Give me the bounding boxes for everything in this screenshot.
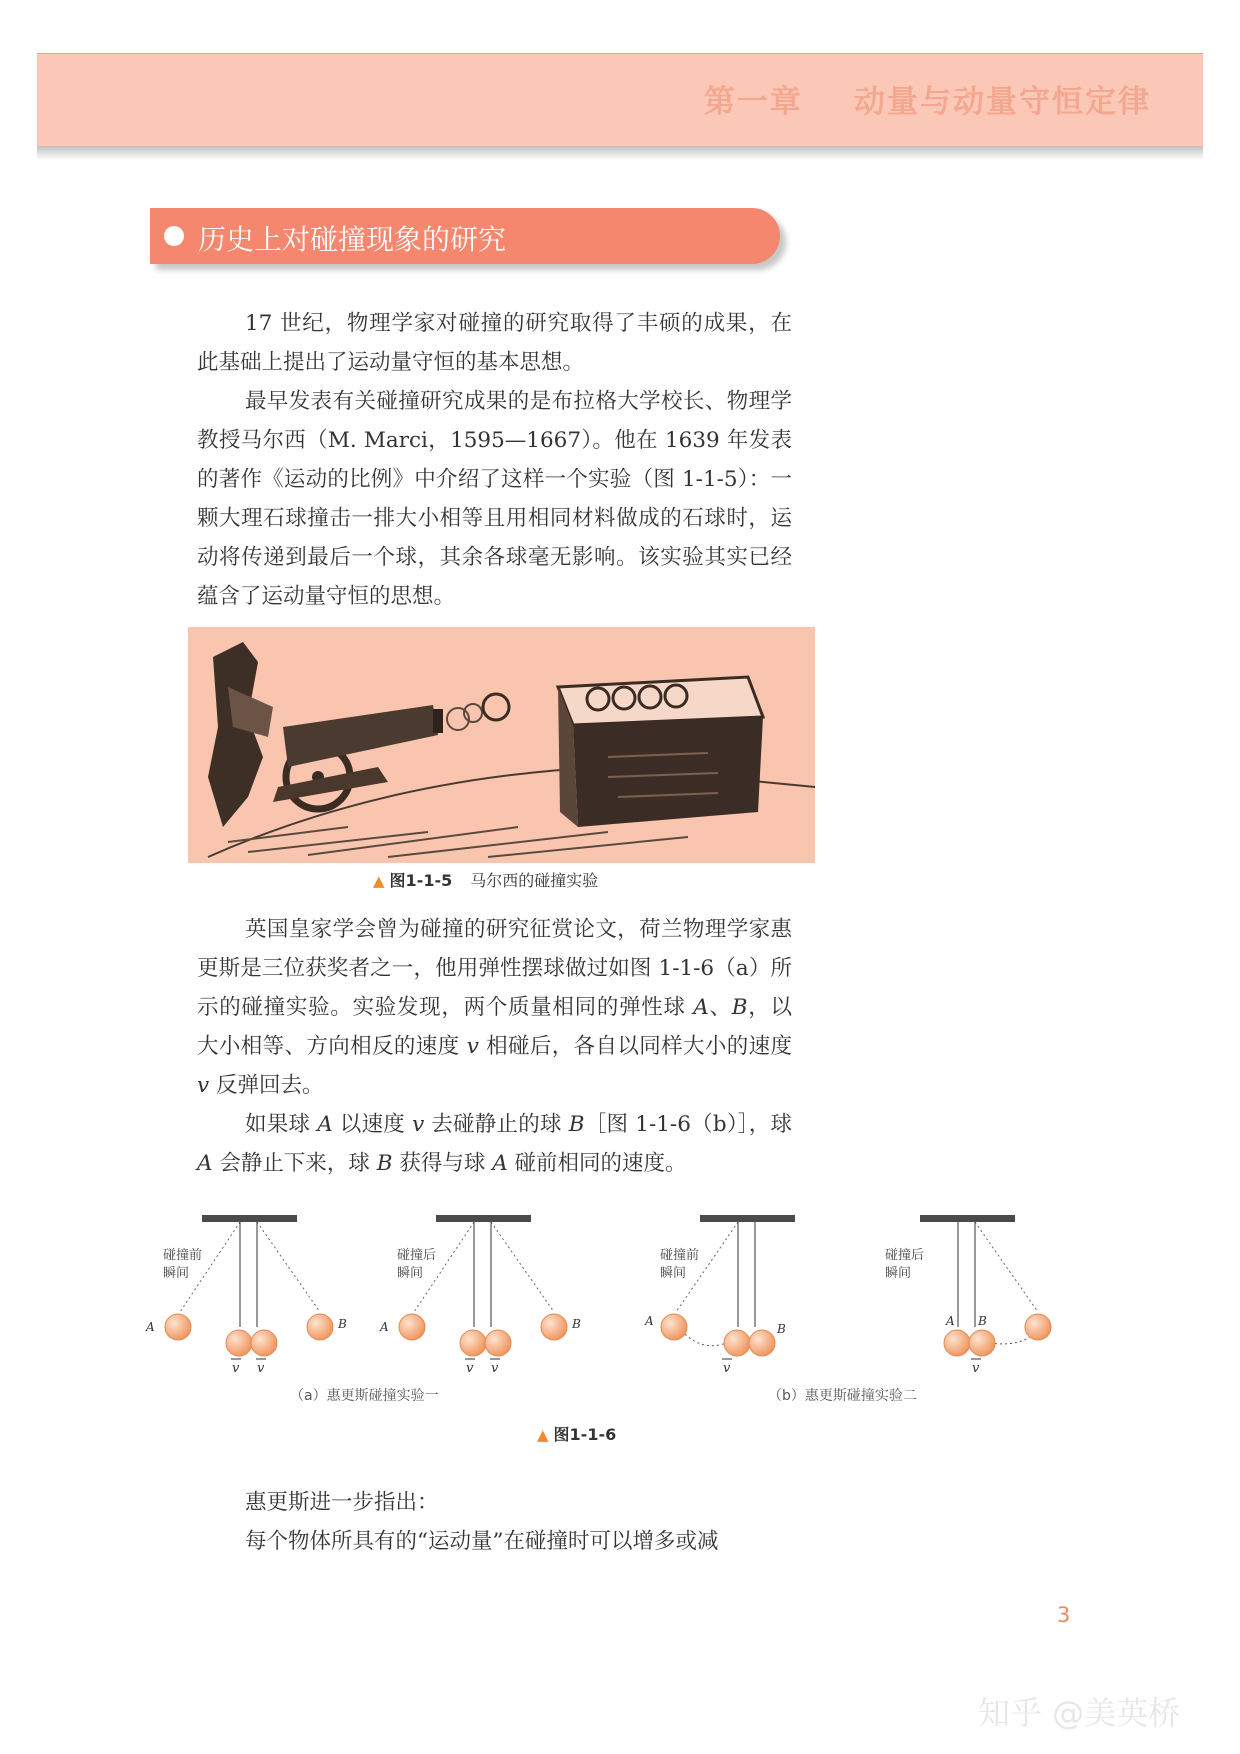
ball-a-start — [661, 1314, 687, 1340]
support-bar — [700, 1215, 795, 1222]
paragraph-6: 每个物体所具有的“运动量”在碰撞时可以增多或减 — [245, 1529, 719, 1554]
string — [257, 1222, 320, 1312]
ball-b — [251, 1330, 277, 1356]
text-block-1 — [197, 304, 792, 616]
paragraph-4: 如果球 A 以速度 v 去碰静止的球 B［图 1-1-6（b）］，球 A 会静止下来，球 B 获得与球 A 碰前相同的速度。 — [197, 1112, 793, 1176]
after-label-2: 瞬间 — [397, 1266, 424, 1281]
cannon-illustration — [188, 627, 815, 863]
ball-a-start — [165, 1314, 191, 1340]
chapter-header — [37, 53, 1203, 147]
header-shadow — [37, 146, 1203, 160]
triangle-icon: ▲ — [373, 872, 385, 890]
figure1-caption — [373, 868, 598, 891]
support-bar — [202, 1215, 297, 1222]
after-label-1: 碰撞后 — [885, 1248, 925, 1263]
figure2-sub-b: （b）惠更斯碰撞实验二 — [768, 1388, 917, 1404]
ball-b — [749, 1330, 775, 1356]
paragraph-2: 最早发表有关碰撞研究成果的是布拉格大学校长、物理学教授马尔西（M. Marci，1595—1667）。他在 1639 年发表的著作《运动的比例》中介绍了这样一个实验（图 1-1-5）：一颗大理石球撞击一排大小相等且用相同材料做成的石球时，运动将传递到最后一个球，其余各球毫无影响。该实验其实已经蕴含了运动量守恒的思想。 — [197, 389, 792, 609]
velocity-label: v — [257, 1361, 265, 1376]
figure1-number: 图1-1-5 — [389, 871, 453, 890]
ball-a-label: A — [146, 1320, 155, 1334]
before-label-2: 瞬间 — [163, 1266, 190, 1281]
ball-a — [460, 1330, 486, 1356]
ball-b — [485, 1330, 511, 1356]
ball-b-start — [307, 1314, 333, 1340]
velocity-label: v — [491, 1361, 499, 1376]
ball-a — [724, 1330, 750, 1356]
ball-b-label: B — [572, 1317, 581, 1331]
ball-b-end — [1025, 1314, 1051, 1340]
ball-b-end — [541, 1314, 567, 1340]
figure2-sub-a: （a）惠更斯碰撞实验一 — [290, 1388, 439, 1404]
after-label-2: 瞬间 — [885, 1266, 912, 1281]
triangle-icon: ▲ — [537, 1426, 549, 1444]
text-block-3 — [197, 1483, 792, 1561]
before-label-1: 碰撞前 — [660, 1248, 700, 1263]
velocity-label: v — [723, 1361, 731, 1376]
after-label-1: 碰撞后 — [397, 1248, 437, 1263]
ball-b-label: B — [338, 1317, 347, 1331]
string — [491, 1222, 554, 1312]
paragraph-1: 17 世纪，物理学家对碰撞的研究取得了丰硕的成果，在此基础上提出了运动量守恒的基本思想。 — [197, 311, 792, 375]
string — [975, 1222, 1038, 1312]
section-title: 历史上对碰撞现象的研究 — [198, 223, 507, 256]
velocity-label: v — [972, 1361, 980, 1376]
ball-b-label: B — [978, 1314, 987, 1328]
figure2-number: 图1-1-6 — [553, 1425, 617, 1444]
ball-b-label: B — [777, 1322, 786, 1336]
velocity-label: v — [466, 1361, 474, 1376]
ball-a-label: A — [645, 1314, 654, 1328]
before-label-1: 碰撞前 — [163, 1248, 203, 1263]
figure-cannon-experiment — [188, 627, 815, 863]
paragraph-3: 英国皇家学会曾为碰撞的研究征赏论文，荷兰物理学家惠更斯是三位获奖者之一，他用弹性摆球做过如图 1-1-6（a）所示的碰撞实验。实验发现，两个质量相同的弹性球 A、B，以大小相等、方向相反的速度 v 相碰后，各自以同样大小的速度 v 反弹回去。 — [197, 917, 792, 1098]
ball-a — [944, 1330, 970, 1356]
figure-pendulum-experiments — [140, 1215, 1080, 1385]
section-banner — [150, 208, 780, 264]
pendulum-diagrams — [140, 1215, 1080, 1385]
bullet-icon — [164, 226, 184, 246]
support-bar — [920, 1215, 1015, 1222]
ball-a-label: A — [946, 1314, 955, 1328]
figure1-title: 马尔西的碰撞实验 — [470, 871, 599, 890]
ball-a-end — [399, 1314, 425, 1340]
ball-a-label: A — [380, 1320, 389, 1334]
page-number: 3 — [1057, 1603, 1071, 1627]
text-block-2 — [197, 910, 792, 1183]
before-label-2: 瞬间 — [660, 1266, 687, 1281]
support-bar — [436, 1215, 531, 1222]
ball-a — [226, 1330, 252, 1356]
paragraph-5: 惠更斯进一步指出： — [245, 1490, 439, 1515]
velocity-label: v — [232, 1361, 240, 1376]
chapter-title: 第一章 动量与动量守恒定律 — [703, 84, 1151, 120]
ball-b — [969, 1330, 995, 1356]
figure2-caption — [537, 1422, 616, 1445]
watermark: 知乎 @美英桥 — [978, 1694, 1181, 1732]
